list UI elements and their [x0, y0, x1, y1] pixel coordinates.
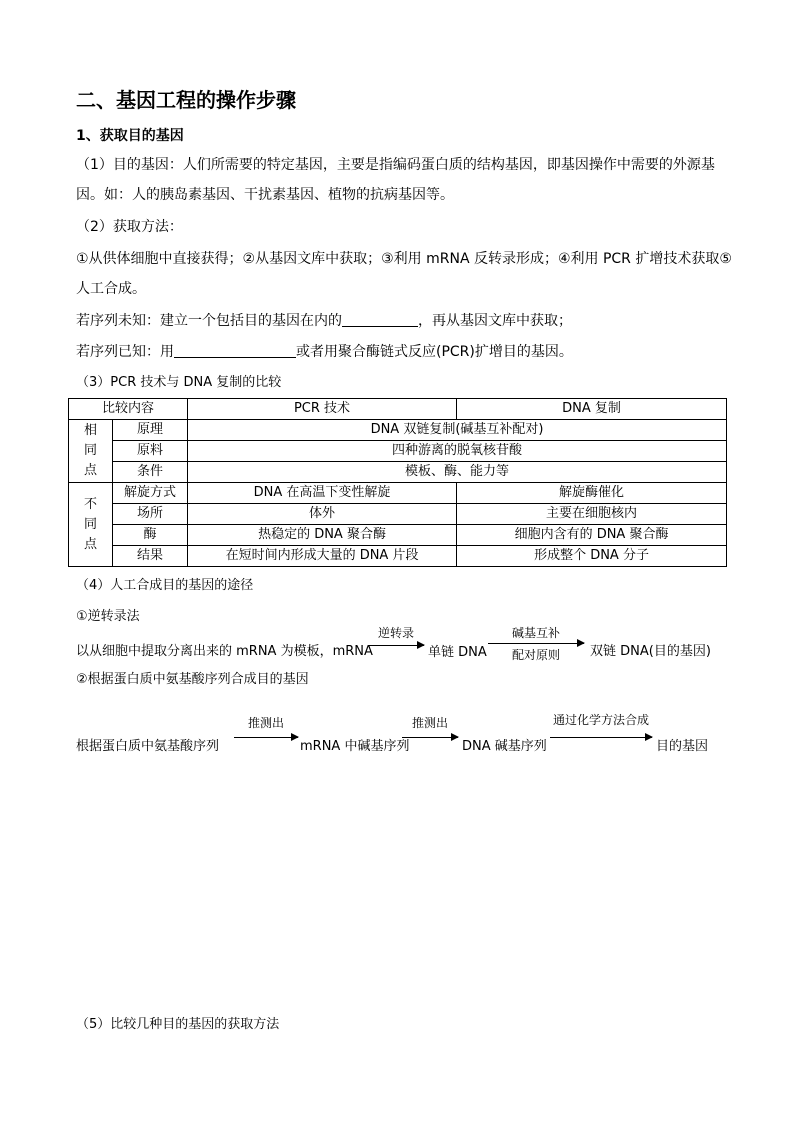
- table-header-row: [69, 399, 727, 420]
- paragraph-pcr-comparison-title: （3）PCR 技术与 DNA 复制的比较: [76, 375, 282, 390]
- unknown-sequence-text-before: 若序列未知：建立一个包括目的基因在内的: [76, 313, 342, 329]
- flow1-arrow1-label: 逆转录: [377, 626, 414, 640]
- table-row: [69, 441, 727, 462]
- known-sequence-text-after: 或者用聚合酶链式反应(PCR)扩增目的基因。: [296, 344, 573, 360]
- method-reverse-transcription-title: ①逆转录法: [76, 609, 140, 624]
- table-row: [69, 462, 727, 483]
- flow1-start: 以从细胞中提取分离出来的 mRNA 为模板，mRNA: [76, 644, 373, 659]
- table-cell-item: 结果: [113, 546, 188, 567]
- paragraph-unknown-sequence: [76, 312, 572, 330]
- table-row: [69, 504, 727, 525]
- table-cell-item: 场所: [113, 504, 188, 525]
- right-arrow-icon: [402, 737, 458, 738]
- table-row: [69, 483, 727, 504]
- flow1-arrow2-label-top: 碱基互补: [511, 626, 560, 640]
- paragraph-target-gene-line1: （1）目的基因：人们所需要的特定基因，主要是指编码蛋白质的结构基因，即基因操作中需要的外源基: [76, 157, 715, 173]
- table-cell-value: 四种游离的脱氧核苷酸: [188, 441, 727, 462]
- section-heading: 二、基因工程的操作步骤: [76, 88, 296, 112]
- flow2-start: 根据蛋白质中氨基酸序列: [76, 739, 220, 754]
- flow2-node2: DNA 碱基序列: [462, 739, 547, 754]
- flow2-arrow3-label: 通过化学方法合成: [552, 713, 649, 727]
- method-amino-acid-title: ②根据蛋白质中氨基酸序列合成目的基因: [76, 672, 309, 687]
- table-cell-pcr: DNA 在高温下变性解旋: [188, 483, 457, 504]
- table-cell-pcr: 热稳定的 DNA 聚合酶: [188, 525, 457, 546]
- table-header-cell: PCR 技术: [188, 399, 457, 420]
- table-cell-item: 原理: [113, 420, 188, 441]
- group-label-same: [69, 420, 113, 483]
- table-cell-dna: 形成整个 DNA 分子: [457, 546, 727, 567]
- table-cell-item: 解旋方式: [113, 483, 188, 504]
- flow1-arrow2-label-bottom: 配对原则: [511, 648, 560, 662]
- group-label-char: 同: [83, 443, 97, 458]
- table-row: [69, 546, 727, 567]
- subsection-title: 1、获取目的基因: [76, 128, 184, 144]
- flow2-node3: 目的基因: [656, 739, 709, 754]
- right-arrow-icon: [488, 643, 584, 644]
- table-header-cell: 比较内容: [69, 399, 188, 420]
- paragraph-target-gene-line2: 因。如：人的胰岛素基因、干扰素基因、植物的抗病基因等。: [76, 187, 454, 203]
- table-header-cell: DNA 复制: [457, 399, 727, 420]
- comparison-table: [68, 398, 727, 567]
- table-cell-item: 条件: [113, 462, 188, 483]
- group-label-char: 点: [83, 536, 97, 552]
- fill-in-blank: [342, 312, 418, 327]
- group-label-char: 点: [83, 463, 97, 478]
- table-cell-dna: 主要在细胞核内: [457, 504, 727, 525]
- paragraph-synthesis-title: （4）人工合成目的基因的途径: [76, 578, 254, 593]
- table-cell-dna: 解旋酶催化: [457, 483, 727, 504]
- group-label-char: 相: [83, 423, 97, 438]
- paragraph-known-sequence: [76, 343, 573, 361]
- group-label-char: 同: [83, 516, 97, 532]
- flow1-node1: 单链 DNA: [428, 645, 487, 660]
- right-arrow-icon: [234, 737, 298, 738]
- flow2-arrow2-label: 推测出: [411, 716, 448, 730]
- table-cell-dna: 细胞内含有的 DNA 聚合酶: [457, 525, 727, 546]
- table-cell-pcr: 体外: [188, 504, 457, 525]
- paragraph-methods-line2: 人工合成。: [76, 281, 146, 297]
- table-cell-item: 原料: [113, 441, 188, 462]
- group-label-different: [69, 483, 113, 567]
- flow2-node1: mRNA 中碱基序列: [300, 739, 410, 754]
- group-label-char: 不: [83, 496, 97, 512]
- table-cell-value: DNA 双链复制(碱基互补配对): [188, 420, 727, 441]
- paragraph-compare-methods-title: （5）比较几种目的基因的获取方法: [76, 1017, 280, 1032]
- table-cell-pcr: 在短时间内形成大量的 DNA 片段: [188, 546, 457, 567]
- unknown-sequence-text-after: ，再从基因文库中获取；: [418, 313, 572, 329]
- paragraph-methods-line1: ①从供体细胞中直接获得；②从基因文库中获取；③利用 mRNA 反转录形成；④利用 PCR 扩增技术获取⑤: [76, 251, 732, 267]
- table-cell-value: 模板、酶、能力等: [188, 462, 727, 483]
- paragraph-methods-title: （2）获取方法：: [76, 219, 183, 235]
- flow1-node2: 双链 DNA(目的基因): [590, 644, 711, 659]
- table-cell-item: 酶: [113, 525, 188, 546]
- known-sequence-text-before: 若序列已知：用: [76, 344, 174, 360]
- right-arrow-icon: [550, 737, 652, 738]
- table-row: [69, 420, 727, 441]
- fill-in-blank: [174, 343, 296, 358]
- table-row: [69, 525, 727, 546]
- right-arrow-icon: [368, 645, 424, 646]
- flow2-arrow1-label: 推测出: [247, 716, 284, 730]
